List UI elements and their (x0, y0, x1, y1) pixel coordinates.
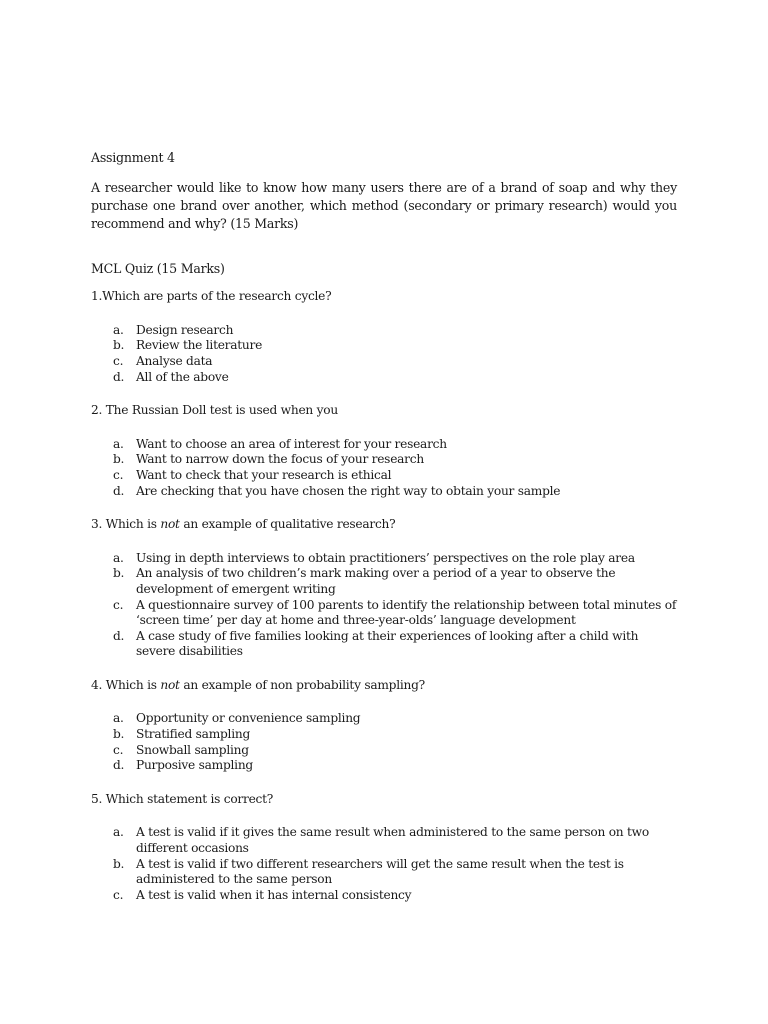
answer-option (91, 711, 677, 727)
option-letter: c. (113, 353, 124, 368)
option-letter: a. (113, 711, 124, 726)
question-emphasis: not (160, 517, 180, 532)
option-text: An analysis of two children’s mark making over a period of a year to observe the development of emergent writing (136, 566, 616, 596)
answer-option (91, 857, 677, 888)
answer-option (91, 551, 677, 567)
answer-options (91, 711, 677, 773)
answer-option (91, 888, 677, 904)
option-text: Stratified sampling (136, 727, 251, 742)
question-text: 4. Which is (91, 677, 161, 692)
answer-option (91, 468, 677, 484)
option-letter: a. (113, 550, 124, 565)
option-text: Snowball sampling (136, 742, 249, 757)
option-text: Review the literature (136, 338, 263, 353)
answer-option (91, 484, 677, 500)
option-text: A test is valid if two different researchers will get the same result when the test is administered to the same person (136, 856, 624, 887)
assignment-title: Assignment 4 (91, 150, 175, 165)
option-text: Want to check that your research is ethical (136, 467, 392, 482)
question-text: 1.Which are parts of the research cycle? (91, 289, 332, 304)
option-letter: a. (113, 436, 124, 451)
option-text: A test is valid if it gives the same result when administered to the same person on two different occasions (136, 825, 649, 856)
answer-option (91, 370, 677, 386)
question-emphasis: not (160, 677, 180, 692)
question-text-end: an example of non probability sampling? (179, 677, 425, 692)
option-letter: c. (113, 597, 124, 612)
answer-option (91, 323, 677, 339)
question-1 (91, 289, 677, 305)
option-text: Are checking that you have chosen the right way to obtain your sample (136, 483, 561, 498)
option-letter: d. (113, 758, 125, 773)
answer-option (91, 452, 677, 468)
option-letter: d. (113, 628, 125, 643)
document-body (91, 150, 677, 921)
answer-option (91, 727, 677, 743)
assignment-prompt: A researcher would like to know how many users there are of a brand of soap and why they purchase one brand over another, which method (secondary or primary research) would you recommend and why? (15 Marks) (91, 179, 677, 231)
answer-option (91, 758, 677, 774)
answer-option (91, 338, 677, 354)
answer-option (91, 629, 677, 660)
option-letter: c. (113, 467, 124, 482)
quiz-questions (91, 289, 677, 903)
option-text: Design research (136, 322, 234, 337)
question-text: 2. The Russian Doll test is used when you (91, 403, 338, 418)
answer-option (91, 566, 677, 597)
answer-option (91, 743, 677, 759)
option-text: All of the above (136, 369, 229, 384)
answer-option (91, 825, 677, 856)
option-text: Opportunity or convenience sampling (136, 711, 361, 726)
question-3 (91, 517, 677, 533)
option-letter: b. (113, 856, 125, 871)
option-text: A case study of five families looking at their experiences of looking after a child with severe disabilities (136, 628, 639, 659)
answer-option (91, 598, 677, 629)
answer-option (91, 437, 677, 453)
option-letter: b. (113, 566, 125, 581)
answer-options (91, 825, 677, 903)
question-5 (91, 792, 677, 808)
option-text: Want to narrow down the focus of your research (136, 452, 424, 467)
option-letter: b. (113, 452, 125, 467)
option-letter: c. (113, 742, 124, 757)
question-text: 3. Which is (91, 517, 161, 532)
option-letter: d. (113, 369, 125, 384)
option-letter: a. (113, 322, 124, 337)
option-letter: b. (113, 338, 125, 353)
option-text: Analyse data (136, 353, 213, 368)
option-letter: a. (113, 825, 124, 840)
option-text: A questionnaire survey of 100 parents to identify the relationship between total minutes of ‘screen time’ per day at home and three-year-olds’ language development (136, 597, 677, 628)
question-text-end: an example of qualitative research? (179, 517, 396, 532)
option-text: Using in depth interviews to obtain practitioners’ perspectives on the role play area (136, 550, 635, 565)
option-letter: b. (113, 727, 125, 742)
answer-options (91, 437, 677, 499)
answer-option (91, 354, 677, 370)
question-text: 5. Which statement is correct? (91, 791, 274, 806)
option-letter: c. (113, 887, 124, 902)
option-text: A test is valid when it has internal consistency (136, 887, 412, 902)
option-letter: d. (113, 483, 125, 498)
quiz-title: MCL Quiz (15 Marks) (91, 260, 225, 276)
answer-options (91, 323, 677, 385)
option-text: Purposive sampling (136, 758, 253, 773)
question-4 (91, 678, 677, 694)
answer-options (91, 551, 677, 660)
question-2 (91, 403, 677, 419)
option-text: Want to choose an area of interest for your research (136, 436, 447, 451)
